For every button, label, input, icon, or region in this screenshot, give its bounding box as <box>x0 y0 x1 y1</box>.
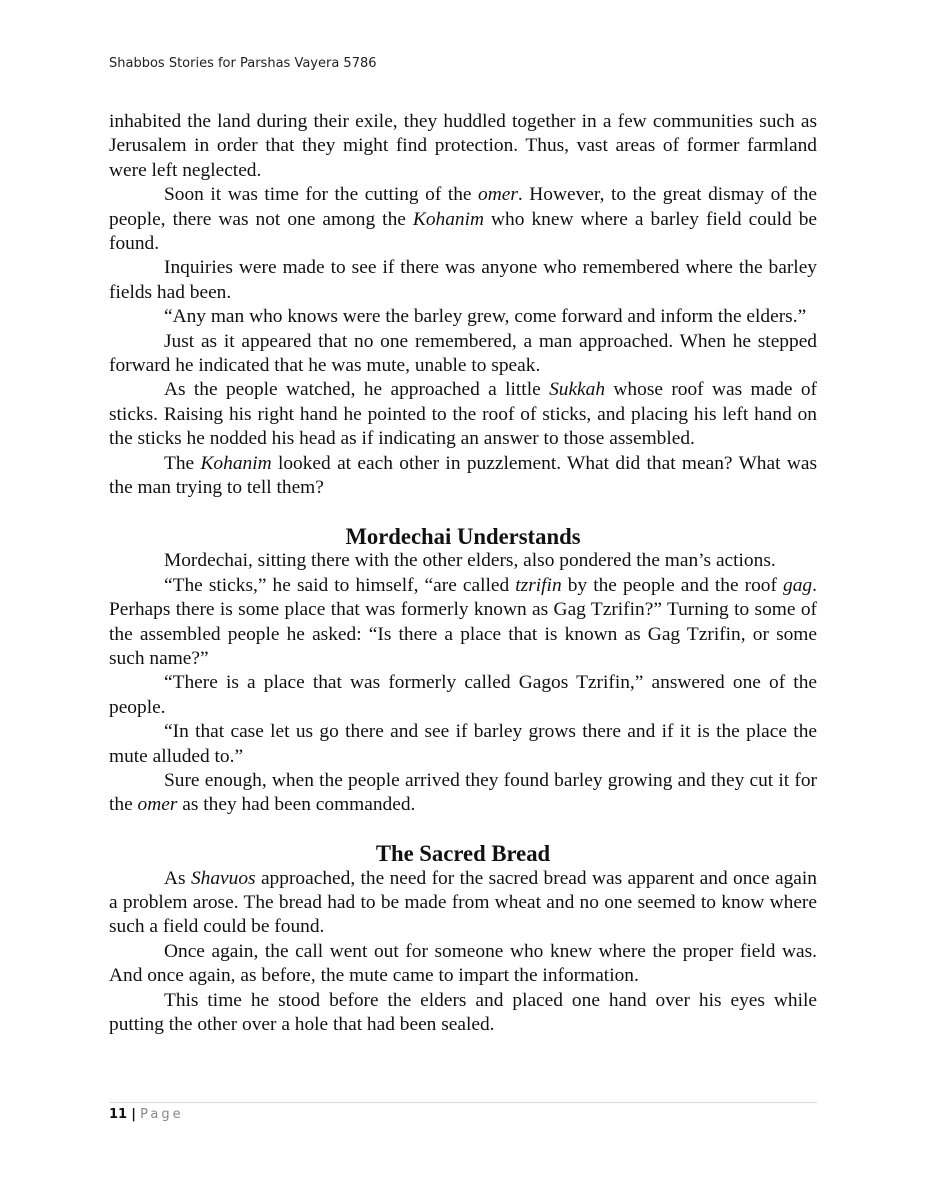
text-run: As <box>164 867 191 889</box>
text-run: looked at each other in puzzlement. What did that mean? What was the man trying to tell them? <box>109 452 817 499</box>
italic-text: tzrifin <box>515 574 562 596</box>
paragraph <box>109 671 817 720</box>
text-run: inhabited the land during their exile, they huddled together in a few communities such as Jerusalem in order that they might find protection. Thus, vast areas of former farmland were left neglected. <box>109 111 817 181</box>
paragraph <box>109 110 817 183</box>
paragraph <box>109 330 817 379</box>
paragraph <box>109 452 817 501</box>
italic-text: Sukkah <box>549 379 606 401</box>
text-run: . However, to the great dismay of the people, there was not one among the <box>109 184 817 230</box>
text-run: approached, the need for the sacred bread was apparent and once again a problem arose. The bread had to be made from wheat and no one seemed to know where such a field could be found. <box>109 867 817 938</box>
text-run: who knew where a barley field could be found. <box>109 208 817 255</box>
text-run: Mordechai, sitting there with the other elders, also pondered the man’s actions. <box>164 550 776 572</box>
paragraph <box>109 574 817 672</box>
paragraph <box>109 305 817 329</box>
italic-text: Kohanim <box>412 208 485 230</box>
text-run: “Any man who knows were the barley grew, come forward and inform the elders.” <box>164 306 807 328</box>
footer-divider <box>109 1102 817 1103</box>
paragraph <box>109 720 817 769</box>
paragraph <box>109 378 817 451</box>
text-run: Sure enough, when the people arrived they found barley growing and they cut it for the <box>109 769 817 816</box>
italic-text: Shavuos <box>190 867 256 889</box>
paragraph <box>109 183 817 256</box>
running-header: Shabbos Stories for Parshas Vayera 5786 <box>109 56 377 71</box>
text-run: by the people and the roof <box>561 574 784 596</box>
text-run: Just as it appeared that no one remembered, a man approached. When he stepped forward he indicated that he was mute, unable to speak. <box>109 330 817 377</box>
paragraph <box>109 256 817 305</box>
text-run: Once again, the call went out for someone who knew where the proper field was. And once again, as before, the mute came to impart the information. <box>109 940 817 987</box>
text-run: “In that case let us go there and see if barley grows there and if it is the place the mute alluded to.” <box>109 721 817 767</box>
paragraph <box>109 769 817 818</box>
text-run: “The sticks,” he said to himself, “are called <box>164 574 516 596</box>
text-run: This time he stood before the elders and placed one hand over his eyes while putting the other over a hole that had been sealed. <box>109 989 817 1035</box>
italic-text: Kohanim <box>200 452 272 474</box>
section-heading <box>109 842 817 866</box>
footer-separator: | <box>131 1107 136 1122</box>
page-number: 11 <box>109 1107 128 1122</box>
text-run: Inquiries were made to see if there was anyone who remembered where the barley fields had been. <box>109 257 817 303</box>
text-run: whose roof was made of sticks. Raising his right hand he pointed to the roof of sticks, and placing his left hand on the sticks he nodded his head as if indicating an answer to those assembled. <box>109 379 818 450</box>
paragraph <box>109 940 817 989</box>
section-heading <box>109 525 817 549</box>
text-run: as they had been commanded. <box>177 794 416 816</box>
italic-text: omer <box>478 184 518 206</box>
text-run: “There is a place that was formerly called Gagos Tzrifin,” answered one of the people. <box>109 672 817 718</box>
italic-text: omer <box>137 794 178 816</box>
text-run: The Sacred Bread <box>375 841 551 867</box>
text-run: The <box>164 452 201 474</box>
paragraph <box>109 549 817 573</box>
italic-text: gag <box>783 574 813 596</box>
page-footer <box>109 1107 184 1122</box>
document-body <box>109 110 817 1037</box>
text-run: . Perhaps there is some place that was formerly known as Gag Tzrifin?” Turning to some of the assembled people he asked: “Is there a place that is known as Gag Tzrifin, or some such name?” <box>109 574 817 669</box>
text-run: Soon it was time for the cutting of the <box>164 184 479 206</box>
text-run: Mordechai Understands <box>345 523 581 549</box>
paragraph <box>109 867 817 940</box>
page-label: Page <box>140 1107 184 1122</box>
text-run: As the people watched, he approached a little <box>164 379 550 401</box>
paragraph <box>109 989 817 1038</box>
